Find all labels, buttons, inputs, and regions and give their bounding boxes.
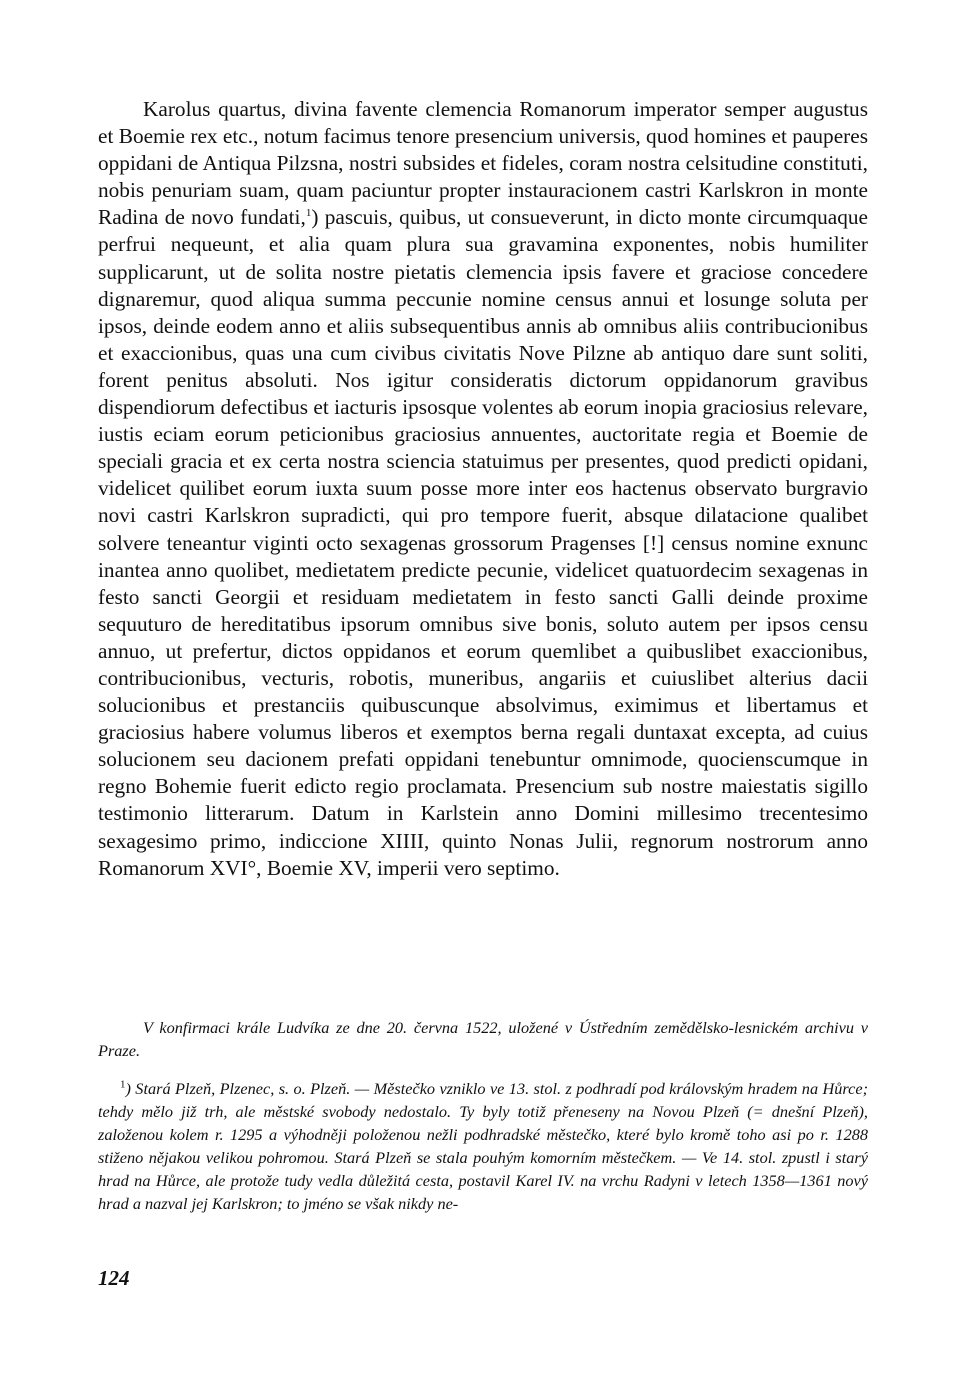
charter-text-part-1: Karolus quartus, divina favente clemencia Romanorum imperator semper augustus et Boemie rex etc., notum facimus tenore presencium universis, quod homines et pauperes oppidani de Antiqua Pilzsna, nostri subsides et fideles, coram nostra celsitudine constituti, nobis penuriam suam, quam paciuntur propter instauracionem castri Karlskron in monte Radina de novo fundati, (98, 97, 868, 230)
footnote-text: ) Stará Plzeň, Plzenec, s. o. Plzeň. — Městečko vzniklo ve 13. stol. z podhradí pod královským hradem na Hůrce; tehdy mělo již trh, ale městské svobody nedostalo. Ty byly totiž přeneseny na Novou Plzeň (= dnešní Plzeň), založenou kolem r. 1295 a výhodněji položenou nežli podhradské městečko, které bylo kromě toho asi po r. 1288 stiženo nějakou velikou pohromou. Stará Plzeň se stala pouhým komorním městečkem. — Ve 14. stol. zpustl i starý hrad na Hůrce, ale protože tudy vedla důležitá cesta, postavil Karel IV. na vrchu Radyni v letech 1358—1361 nový hrad a nazval jej Karlskron; to jméno se však nikdy ne- (98, 1079, 868, 1213)
charter-text (98, 96, 868, 882)
page-number: 124 (98, 1266, 130, 1290)
footnote-marker: 1 (120, 1078, 126, 1091)
source-note (98, 1016, 868, 1062)
charter-paragraph (98, 96, 868, 882)
charter-text-part-2: ) pascuis, quibus, ut consueverunt, in dicto monte circumquaque perfrui nequeunt, et alia quam plura sua gravamina exponentes, nobis humiliter supplicarunt, ut de solita nostre pietatis clemencia ipsis favere et graciose concedere dignaremur, quod aliqua summa peccunie nomine census annui et losunge soluta per ipsos, deinde eodem anno et aliis subsequentibus annis ab omnibus aliis contribucionibus et exaccionibus, quas una cum civibus civitatis Nove Pilzne ab antiquo dare sunt soliti, forent penitus absoluti. Nos igitur consideratis dictorum oppidanorum gravibus dispendiorum defectibus et iacturis ipsosque volentes ab eorum inopia graciosius relevare, iustis eciam eorum peticionibus graciosius annuentes, auctoritate regia et Boemie de speciali gracia et ex certa nostra sciencia statuimus per presentes, quod predicti opidani, videlicet quilibet eorum iuxta suum posse more inter eos hactenus observato burgravio novi castri Karlskron supradicti, qui pro tempore fuerit, absque dilatacione qualibet solvere teneantur viginti octo sexagenas grossorum Pragenses [!] census nomine exnunc inantea anno quolibet, medietatem predicte pecunie, videlicet quatuordecim sexagenas in festo sancti Georgii et residuam medietatem in festo sancti Galli deinde proxime sequuturo de hereditatibus ipsorum omnibus sive bonis, soluto autem per ipsos censu annuo, ut prefertur, dictos oppidanos et eorum quemlibet a quibuslibet exaccionibus, contribucionibus, vecturis, robotis, muneribus, angariis et cuiuslibet alterius dacii solucionibus et prestanciis quibuscunque absolvimus, eximimus et libertamus et graciosius habere volumus liberos et exemptos berna regali duntaxat excepta, ad cuius solucionem seu dacionem prefati oppidani tenebuntur omnimode, quocienscumque in regno Bohemie fuerit edicto regio proclamata. Presencium sub nostre maiestatis sigillo testimonio litterarum. Datum in Karlstein anno Domini millesimo trecentesimo sexagesimo primo, indiccione XIIII, quinto Nonas Julii, regnorum nostrorum anno Romanorum XVI°, Boemie XV, imperii vero septimo. (98, 205, 869, 880)
source-note-text: V konfirmaci krále Ludvíka ze dne 20. června 1522, uložené v Ústředním zemědělsko-lesnickém archivu v Praze. (98, 1018, 868, 1060)
footnote (98, 1077, 868, 1215)
footnote-paragraph (98, 1077, 868, 1215)
footnote-reference: 1 (305, 207, 312, 220)
